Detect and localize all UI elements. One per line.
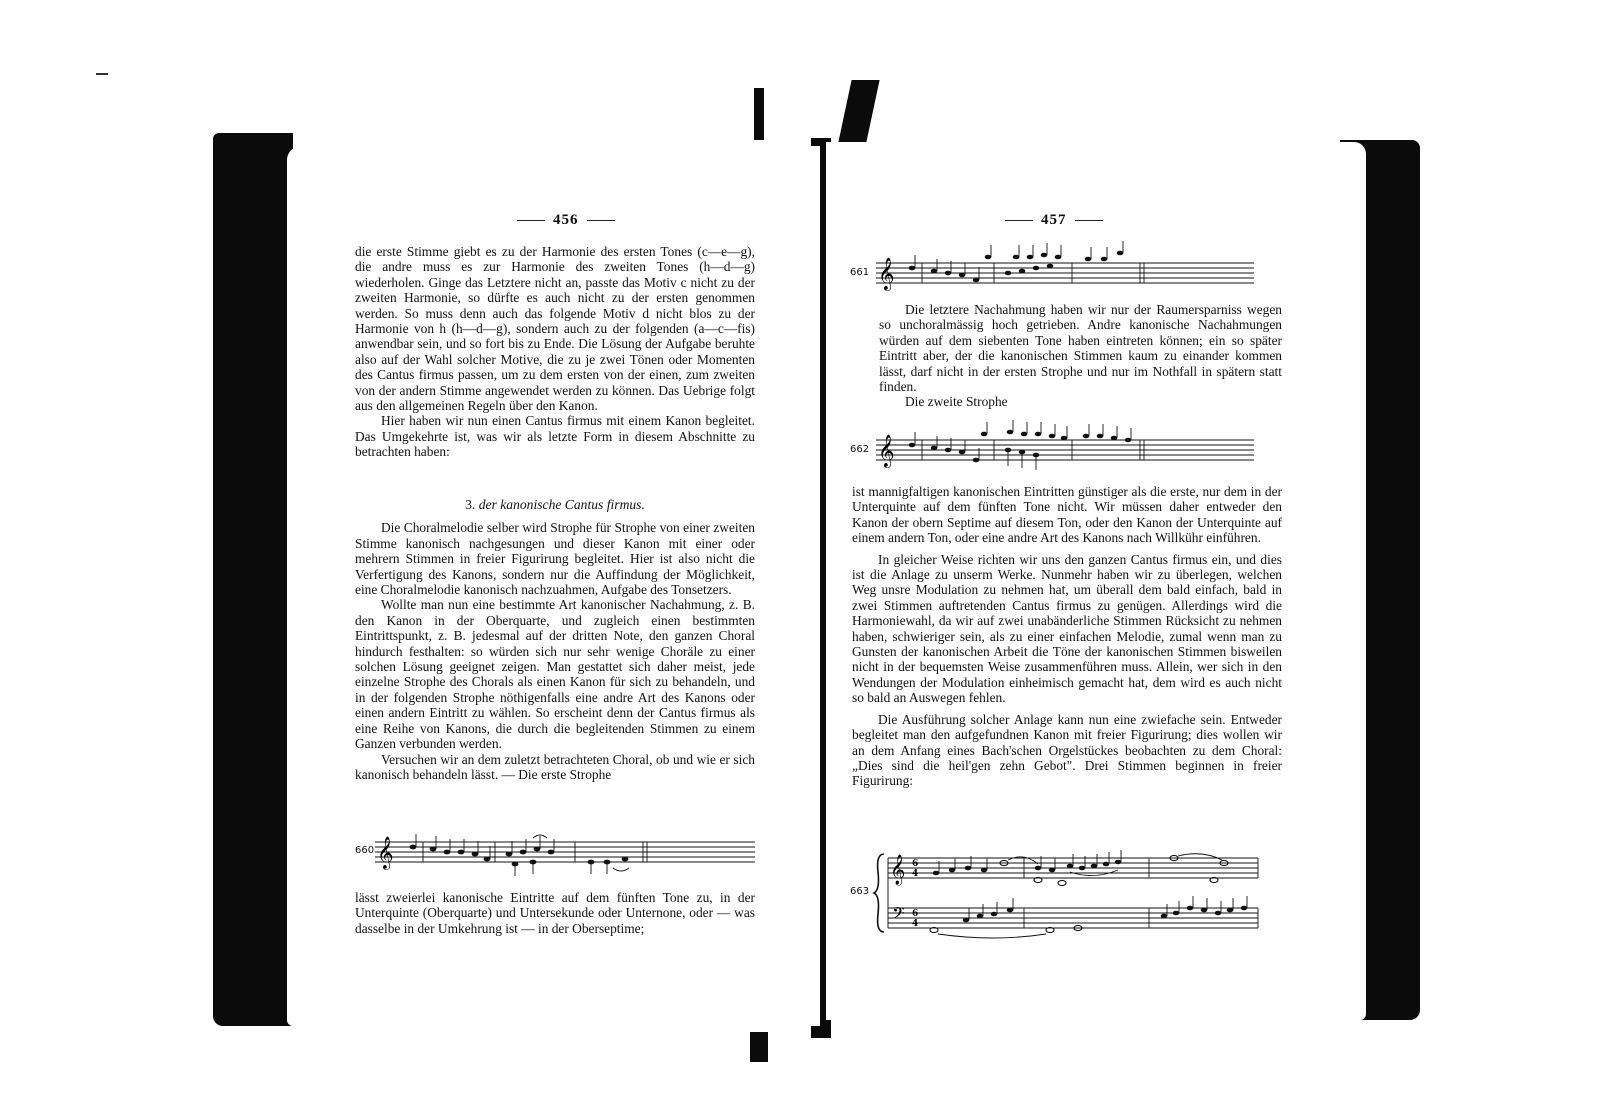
paragraph: Die Choralmelodie selber wird Strophe für Strophe von einer zweiten Stimme kanonisch nachgesungen und dieser Kanon mit einer oder mehrern Stimmen in freier Figurirung begleitet. Hier ist also nicht die Verfertigung des Kanons, sondern nur die Auffindung der Möglichkeit, eine Choralmelodie kanonisch nachzuahmen, Aufgabe des Tonsetzers.: [355, 520, 755, 598]
section-heading: [355, 497, 755, 512]
paragraph: Hier haben wir nun einen Cantus firmus mit einem Kanon begleitet. Das Umgekehrte ist, was wir als letzte Form in diesem Abschnitte zu betrachten haben:: [355, 413, 755, 460]
paragraph: ist mannigfaltigen kanonischen Eintritten günstiger als die erste, nur dem in der Unterquinte auf dem fünften Tone nicht. Wir müssen daher entweder den Kanon der obern Septime auf diesem Ton, oder den Kanon der Unterquinte auf einem andern Ton, oder eine andre Art des Kanons nach Willkühr einführen.: [852, 484, 1282, 546]
treble-clef-icon: 𝄞: [890, 855, 906, 885]
music-staff: [375, 832, 775, 876]
treble-clef-icon: 𝄞: [878, 257, 895, 290]
time-signature-denominator: 4: [912, 869, 919, 879]
page-tab-marker: [838, 80, 879, 142]
paragraph: die erste Stimme giebt es zu der Harmonie des ersten Tones (c—e—g), die andre muss es zur Harmonie des zweiten Tones (h—d—g) wiederholen. Ginge das Letztere nicht an, passte das Motiv c nicht zu der zweiten Harmonie, so dürfte es auch nicht zu der ersten genommen werden. So muss denn auch das folgende Motiv d nicht blos zu der Harmonie von h (h—d—g), sondern auch zu der folgenden (a—c—fis) anwendbar sein, und so fort bis zu Ende. Die Lösung der Aufgabe beruhte also auf der Wahl solcher Motive, die zu je zwei Tönen oder Momenten des Cantus firmus passen, um zu dem ersten von der einen, zum zweiten von der andern Stimme angewendet werden zu können. Das Uebrige folgt aus den allgemeinen Regeln über den Kanon.: [355, 244, 755, 414]
example-number: 661: [850, 267, 870, 278]
paragraph: Versuchen wir an dem zuletzt betrachteten Choral, ob und wie er sich kanonisch behandeln lässt. — Die erste Strophe: [355, 751, 755, 782]
bass-clef-icon: 𝄢: [892, 903, 905, 927]
music-example-662: [850, 420, 1260, 476]
treble-clef-icon: 𝄞: [377, 836, 394, 869]
right-text-upper: [879, 302, 1282, 410]
section-title: der kanonische Cantus firmus.: [478, 497, 645, 512]
right-text-middle: [852, 484, 1282, 789]
time-signature-numerator: 6: [912, 859, 919, 869]
paragraph: Die zweite Strophe: [905, 394, 1008, 410]
right-page-number: 457: [997, 212, 1111, 229]
music-example-661: [850, 245, 1260, 293]
music-staff: [876, 245, 1276, 293]
music-staff: [876, 420, 1276, 476]
example-number: 660: [355, 845, 375, 856]
music-example-660: [355, 832, 760, 876]
section-number: 3.: [465, 497, 476, 512]
page-tab-marker: [750, 1032, 768, 1062]
left-text-lower: [355, 890, 755, 936]
treble-clef-icon: 𝄞: [878, 434, 895, 467]
page-tab-marker: [754, 88, 764, 140]
music-example-663: [850, 850, 1270, 940]
paragraph: Die letztere Nachahmung haben wir nur der Raumersparniss wegen so unchoralmässig hoch getrieben. Andre kanonische Nachahmungen würden auf dem siebenten Tone haben eintreten können; ein so später Eintritt aber, der die kanonischen Stimmen kaum zu einander kommen lässt, darf nicht in der ersten Strophe und nur im Nothfall in spätern statt finden.: [879, 302, 1282, 395]
example-number: 663: [850, 886, 870, 897]
time-signature-denominator: 4: [912, 919, 919, 929]
paragraph: Die Ausführung solcher Anlage kann nun eine zwiefache sein. Entweder begleitet man den aufgefundnen Kanon mit freier Figurirung; dies wollen wir an dem Anfang eines Bach'schen Orgelstückes beobachten zu dem Choral: „Dies sind die heil'gen zehn Gebot". Drei Stimmen beginnen in freier Figurirung:: [852, 711, 1282, 789]
left-text-upper: [355, 244, 755, 460]
paragraph: lässt zweierlei kanonische Eintritte auf dem fünften Tone zu, in der Unterquinte (Oberquarte) und Untersekunde oder Unternone, oder — was dasselbe in der Umkehrung ist — in der Oberseptime;: [355, 890, 755, 936]
scan-speck: [96, 73, 108, 75]
left-page-number: 456: [509, 212, 623, 229]
paragraph: Wollte man nun eine bestimmte Art kanonischer Nachahmung, z. B. den Kanon in der Oberquarte, und zugleich einen bestimmten Eintrittspunkt, z. B. jedesmal auf der dritten Note, den ganzen Choral hindurch festhalten: so würden sich nur sehr wenige Choräle zu einer solchen Lösung geeignet zeigen. Man gestattet sich daher meist, jede einzelne Strophe des Chorals als einen Kanon für sich zu behandeln, und in der folgenden Strophe nöthigenfalls eine andre Art des Kanons oder einen andern Eintritt zu wählen. So erscheint denn der Cantus firmus als eine Reihe von Kanons, die durch die begleitenden Stimmen zu einem Ganzen verbunden werden.: [355, 597, 755, 752]
brace-icon: [874, 854, 884, 932]
book-edge-left: [213, 133, 293, 1026]
left-section: [355, 497, 755, 782]
paragraph: In gleicher Weise richten wir uns den ganzen Cantus firmus ein, und dies ist die Anlage zu unserm Werke. Nunmehr haben wir zu überlegen, welchen Weg unsre Modulation zu nehmen hat, um überall dem bald einfach, bald in zwei Stimmen auftretenden Cantus firmus zu genügen. Allerdings wird die Harmoniewahl, da wir auf zwei unabänderliche Stimmen Rücksicht zu nehmen haben, schwieriger sein, als zu einer einfachen Melodie, zumal wenn man zu Gunsten der kanonischen Arbeit die Töne der kanonischen Stimmen bisweilen nicht in der bequemsten Weise zusammenführen muss. Allein, wer sich in den Wendungen der Modulation einheimisch gemacht hat, dem wird es auch nicht so bald an Auswegen fehlen.: [852, 551, 1282, 706]
music-grand-staff: [874, 850, 1284, 940]
time-signature-numerator: 6: [912, 909, 919, 919]
example-number: 662: [850, 444, 870, 455]
